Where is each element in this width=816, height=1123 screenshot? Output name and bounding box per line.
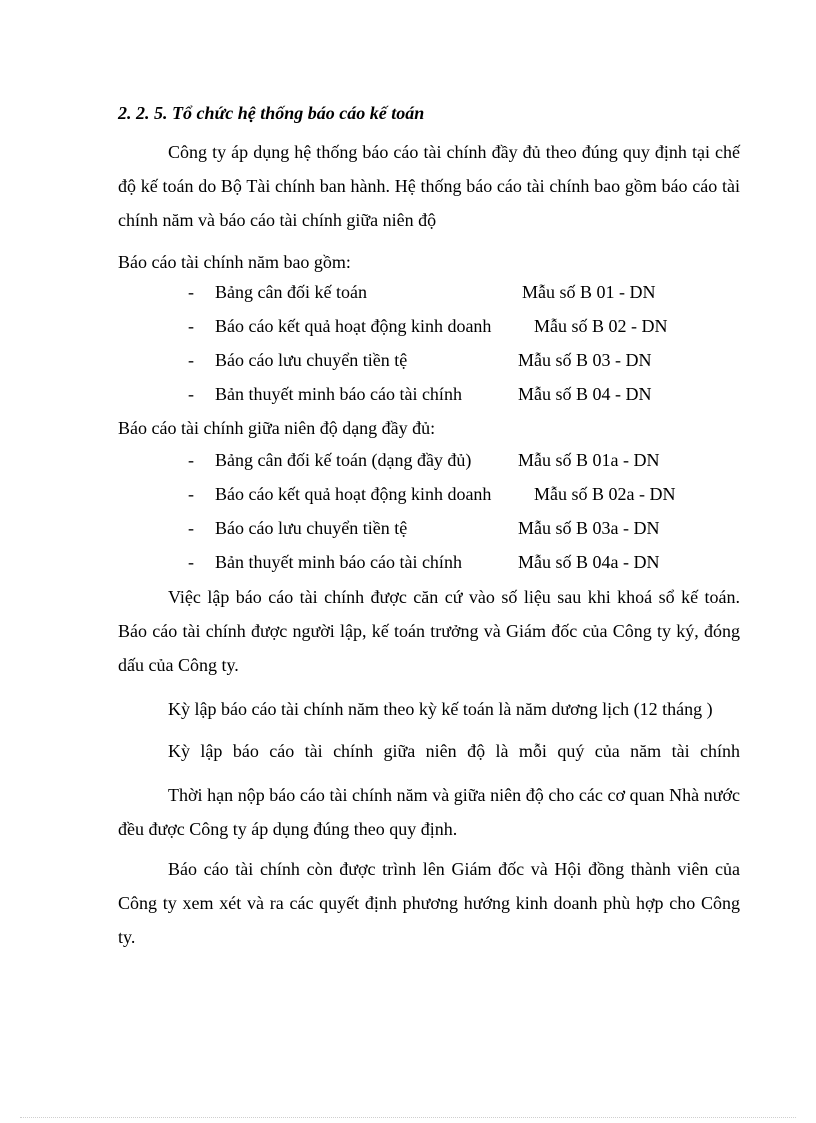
intro-paragraph [118, 135, 740, 237]
report-name: Bản thuyết minh báo cáo tài chính [215, 384, 462, 404]
form-code: Mẫu số B 01a - DN [518, 450, 660, 470]
form-code: Mẫu số B 02a - DN [534, 484, 676, 504]
preparation-paragraph [118, 580, 740, 682]
deadline-text: Thời hạn nộp báo cáo tài chính năm và giữa niên độ cho các cơ quan Nhà nước đều được Công ty áp dụng đúng theo quy định. [118, 785, 740, 839]
list-dash: - [188, 450, 194, 470]
list-dash: - [188, 384, 194, 404]
list-dash: - [188, 316, 194, 336]
report-name: Báo cáo lưu chuyển tiền tệ [215, 350, 408, 370]
page-bottom-rule [20, 1117, 796, 1118]
form-code: Mẫu số B 04a - DN [518, 552, 660, 572]
list-dash: - [188, 518, 194, 538]
section-heading: 2. 2. 5. Tổ chức hệ thống báo cáo kế toán [118, 103, 425, 123]
annual-reports-title: Báo cáo tài chính năm bao gồm: [118, 252, 351, 272]
list-dash: - [188, 350, 194, 370]
interim-reports-title: Báo cáo tài chính giữa niên độ dạng đầy đủ: [118, 418, 436, 438]
submission-paragraph [118, 852, 740, 954]
submission-text: Báo cáo tài chính còn được trình lên Giám đốc và Hội đồng thành viên của Công ty xem xét và ra các quyết định phương hướng kinh doanh phù hợp cho Công ty. [118, 859, 740, 947]
list-dash: - [188, 282, 194, 302]
report-name: Bản thuyết minh báo cáo tài chính [215, 552, 462, 572]
form-code: Mẫu số B 03a - DN [518, 518, 660, 538]
annual-period-text: Kỳ lập báo cáo tài chính năm theo kỳ kế toán là năm dương lịch (12 tháng ) [168, 699, 713, 719]
report-name: Bảng cân đối kế toán (dạng đầy đủ) [215, 450, 472, 470]
form-code: Mẫu số B 04 - DN [518, 384, 652, 404]
deadline-paragraph [118, 778, 740, 846]
list-dash: - [188, 484, 194, 504]
intro-text: Công ty áp dụng hệ thống báo cáo tài chính đầy đủ theo đúng quy định tại chế độ kế toán do Bộ Tài chính ban hành. Hệ thống báo cáo tài chính bao gồm báo cáo tài chính năm và báo cáo tài chính giữa niên độ [118, 142, 740, 230]
list-dash: - [188, 552, 194, 572]
report-name: Báo cáo lưu chuyển tiền tệ [215, 518, 408, 538]
report-name: Bảng cân đối kế toán [215, 282, 367, 302]
interim-period-text: Kỳ lập báo cáo tài chính giữa niên độ là mỗi quý của năm tài chính [168, 741, 740, 761]
report-name: Báo cáo kết quả hoạt động kinh doanh [215, 316, 492, 336]
form-code: Mẫu số B 02 - DN [534, 316, 668, 336]
annual-period-paragraph [118, 692, 740, 726]
form-code: Mẫu số B 03 - DN [518, 350, 652, 370]
form-code: Mẫu số B 01 - DN [522, 282, 656, 302]
preparation-text: Việc lập báo cáo tài chính được căn cứ vào số liệu sau khi khoá sổ kế toán. Báo cáo tài chính được người lập, kế toán trưởng và Giám đốc của Công ty ký, đóng dấu của Công ty. [118, 587, 740, 675]
report-name: Báo cáo kết quả hoạt động kinh doanh [215, 484, 492, 504]
interim-period-paragraph [118, 734, 740, 768]
